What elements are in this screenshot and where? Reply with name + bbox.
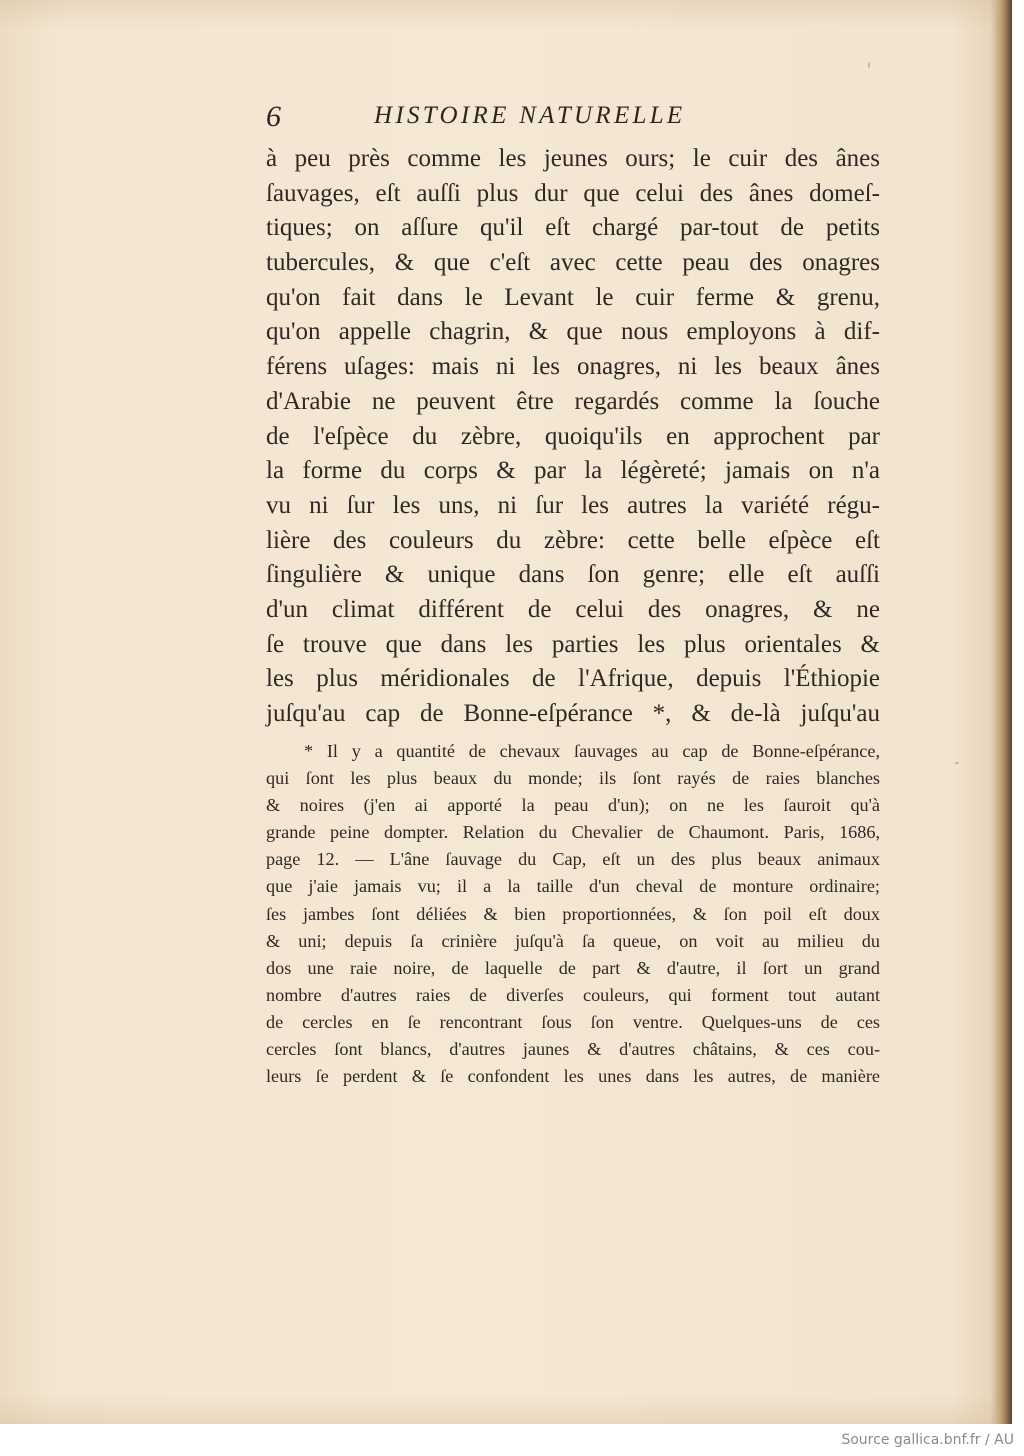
text-line: tiques; on aſſure qu'il eſt chargé par-tout de petits bbox=[266, 214, 880, 242]
text-line: lière des couleurs du zèbre: cette belle eſpèce eſt bbox=[266, 526, 880, 554]
text-line: qu'on appelle chagrin, & que nous employons à dif- bbox=[266, 318, 880, 346]
footnote-line: que j'aie jamais vu; il a la taille d'un cheval de monture ordinaire; bbox=[266, 876, 880, 897]
text-line: vu ni ſur les uns, ni ſur les autres la variété régu- bbox=[266, 491, 880, 519]
text-line: ſauvages, eſt auſſi plus dur que celui des ânes domeſ- bbox=[266, 179, 880, 207]
text-line: ſingulière & unique dans ſon genre; elle eſt auſſi bbox=[266, 561, 880, 589]
text-line: ſe trouve que dans les parties les plus orientales & bbox=[266, 630, 880, 658]
footnote-line: qui ſont les plus beaux du monde; ils ſont rayés de raies blanches bbox=[266, 768, 880, 789]
footnote-line: cercles ſont blancs, d'autres jaunes & d'autres châtains, & ces cou- bbox=[266, 1039, 880, 1060]
footnote-line: * Il y a quantité de chevaux ſauvages au cap de Bonne-eſpérance, bbox=[304, 741, 880, 761]
page-edge bbox=[996, 0, 1012, 1424]
page-number: 6 bbox=[266, 100, 281, 133]
text-line: qu'on fait dans le Levant le cuir ferme & grenu, bbox=[266, 283, 880, 311]
text-line: férens uſages: mais ni les onagres, ni les beaux ânes bbox=[266, 353, 880, 381]
text-line: juſqu'au cap de Bonne-eſpérance *, & de-là juſqu'au bbox=[266, 700, 880, 727]
text-line: d'Arabie ne peuvent être regardés comme la ſouche bbox=[266, 387, 880, 415]
page-shade-top bbox=[0, 0, 1012, 30]
footnote-line: de cercles en ſe rencontrant ſous ſon ventre. Quelques-uns de ces bbox=[266, 1011, 880, 1032]
running-title: HISTOIRE NATURELLE bbox=[374, 102, 686, 129]
text-line: de l'eſpèce du zèbre, quoiqu'ils en approchent par bbox=[266, 422, 880, 450]
text-line: la forme du corps & par la légèreté; jamais on n'a bbox=[266, 457, 880, 485]
text-line: tubercules, & que c'eſt avec cette peau des onagres bbox=[266, 249, 880, 277]
footnote-line: nombre d'autres raies de diverſes couleurs, qui forment tout autant bbox=[266, 984, 880, 1005]
footnote bbox=[266, 738, 880, 1090]
footnote-line: dos une raie noire, de laquelle de part & d'autre, il ſort un grand bbox=[266, 957, 880, 978]
text-line: à peu près comme les jeunes ours; le cuir des ânes bbox=[266, 145, 880, 172]
text-line: les plus méridionales de l'Afrique, depuis l'Éthiopie bbox=[266, 665, 880, 693]
source-credit: Source gallica.bnf.fr / AU bbox=[841, 1432, 1014, 1448]
footnote-line: page 12. — L'âne ſauvage du Cap, eſt un des plus beaux animaux bbox=[266, 849, 880, 870]
paper-fleck bbox=[955, 762, 959, 764]
text-line: d'un climat différent de celui des onagres, & ne bbox=[266, 595, 880, 623]
footnote-line: grande peine dompter. Relation du Chevalier de Chaumont. Paris, 1686, bbox=[266, 822, 880, 843]
main-text bbox=[266, 142, 880, 732]
footnote-line: & uni; depuis ſa crinière juſqu'à ſa queue, on voit au milieu du bbox=[266, 930, 880, 951]
page-shade-bottom bbox=[0, 1394, 1012, 1424]
running-header bbox=[266, 98, 800, 138]
footnote-line: ſes jambes ſont déliées & bien proportionnées, & ſon poil eſt doux bbox=[266, 903, 880, 924]
footnote-line: & noires (j'en ai apporté la peau d'un); on ne les ſauroit qu'à bbox=[266, 795, 880, 816]
paper-fleck bbox=[868, 62, 870, 68]
footnote-line: leurs ſe perdent & ſe confondent les unes dans les autres, de manière bbox=[266, 1066, 880, 1087]
